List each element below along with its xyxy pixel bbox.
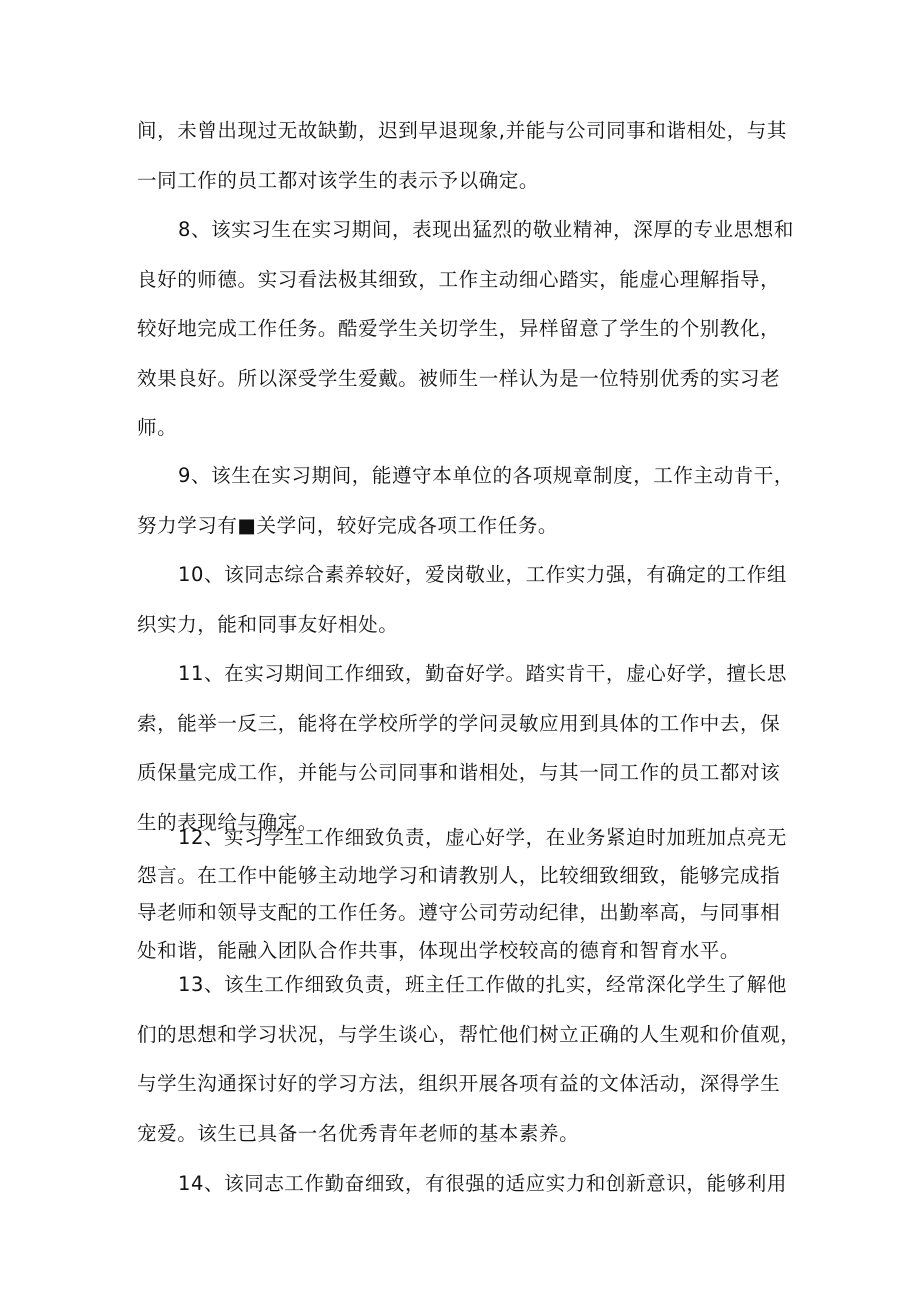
paragraph-10 xyxy=(137,550,789,649)
text-line: 努力学习有■关学问，较好完成各项工作任务。 xyxy=(137,513,559,537)
paragraph-13 xyxy=(137,960,801,1158)
text-line: 8、该实习生在实习期间，表现出猛烈的敬业精神，深厚的专业思想和 xyxy=(178,218,795,241)
text-line: 生的表现给与确定。 xyxy=(137,810,318,834)
text-line: 良好的师德。实习看法极其细致，工作主动细心踏实，能虚心理解指导， xyxy=(137,267,781,291)
text-line: 师。 xyxy=(137,416,178,439)
paragraph-9 xyxy=(137,451,795,550)
text-line: 与学生沟通探讨好的学习方法，组织开展各项有益的文体活动，深得学生 xyxy=(137,1072,781,1095)
paragraph-12 xyxy=(137,819,789,969)
text-line: 13、该生工作细致负责，班主任工作做的扎实，经常深化学生了解他 xyxy=(178,973,787,996)
text-line: 14、该同志工作勤奋细致，有很强的适应实力和创新意识，能够利用 xyxy=(178,1172,787,1195)
paragraph-14 xyxy=(137,1159,789,1209)
text-line: 质保量完成工作，并能与公司同事和谐相处，与其一同工作的员工都对该 xyxy=(137,761,781,784)
paragraph-11 xyxy=(137,649,789,847)
text-line: 宠爱。该生已具备一名优秀青年老师的基本素养。 xyxy=(137,1121,580,1145)
text-line: 们的思想和学习状况，与学生谈心，帮忙他们树立正确的人生观和价值观， xyxy=(137,1022,801,1046)
text-line: 12、实习学生工作细致负责，虚心好学，在业务紧迫时加班加点亮无 xyxy=(178,826,787,849)
text-line: 效果良好。所以深受学生爱戴。被师生一样认为是一位特别优秀的实习老 xyxy=(137,366,781,390)
text-line: 10、该同志综合素养较好，爱岗敬业，工作实力强，有确定的工作组 xyxy=(178,563,787,586)
text-line: 导老师和领导支配的工作任务。遵守公司劳动纪律，出勤率高，与同事相 xyxy=(137,901,781,924)
text-line: 较好地完成工作任务。酷爱学生关切学生，异样留意了学生的个别教化， xyxy=(137,317,781,340)
text-line: 9、该生在实习期间，能遵守本单位的各项规章制度，工作主动肯干， xyxy=(178,464,795,487)
text-line: 11、在实习期间工作细致，勤奋好学。踏实肯干，虚心好学，擅长思 xyxy=(178,662,787,685)
text-line: 一同工作的员工都对该学生的表示予以确定。 xyxy=(137,168,540,192)
paragraph-continuation xyxy=(137,106,789,205)
paragraph-8 xyxy=(137,205,795,453)
text-line: 怨言。在工作中能够主动地学习和请教别人，比较细致细致，能够完成指 xyxy=(137,863,781,887)
text-line: 织实力，能和同事友好相处。 xyxy=(137,612,399,636)
text-line: 间，未曾出现过无故缺勤，迟到早退现象,并能与公司同事和谐相处，与其 xyxy=(137,119,787,142)
text-line: 处和谐，能融入团队合作共事，体现出学校较高的德育和智育水平。 xyxy=(137,938,741,962)
text-line: 索，能举一反三，能将在学校所学的学问灵敏应用到具体的工作中去，保 xyxy=(137,711,781,735)
